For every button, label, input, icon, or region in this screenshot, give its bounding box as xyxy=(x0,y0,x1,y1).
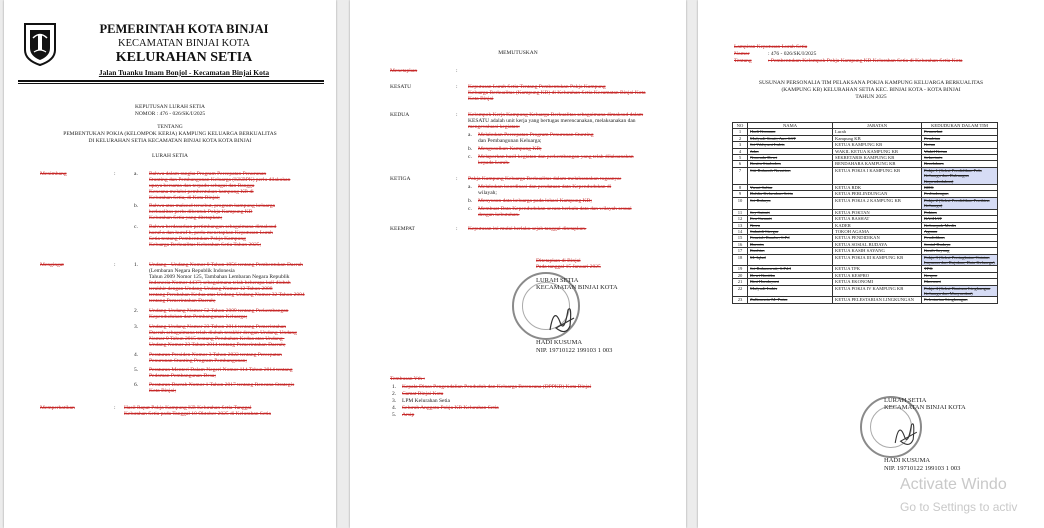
cell-jabatan: KETUA KESPRO xyxy=(833,272,922,278)
cell-no: 17 xyxy=(733,248,748,254)
cell-no: 9 xyxy=(733,191,748,197)
cell-no: 3 xyxy=(733,142,748,148)
cell-jabatan: KETUA BASHAT xyxy=(833,216,922,222)
tembusan-item: Kepala Dinas Pengendalian Penduduk dan Keluarga Berencana (DPPKB) Kota Binjai xyxy=(402,384,592,390)
cell-no: 13 xyxy=(733,222,748,228)
sign-title-2: KECAMATAN BINJAI KOTA xyxy=(884,404,966,411)
mengingat-5-line: Peraturan Menteri Dalam Negeri Nomor 114 Tahun 2014 tentang xyxy=(149,367,293,373)
lampiran-line: Lampiran Keputusan Lurah Setia xyxy=(734,44,808,50)
keempat-label: KEEMPAT xyxy=(390,226,415,232)
cell-no: 5 xyxy=(733,155,748,161)
cell-no: 18 xyxy=(733,254,748,266)
memutuskan-heading: MEMUTUSKAN xyxy=(498,50,538,56)
cell-jabatan: KETUA POKTAN xyxy=(833,209,922,215)
table-title-2: (KAMPUNG KB) KELURAHAN SETIA KEC. BINJAI KOTA - KOTA BINJAI xyxy=(781,87,961,93)
decision-title: KEPUTUSAN LURAH SETIA xyxy=(135,104,205,110)
cell-jabatan: KETUA SOSIAL BUDAYA xyxy=(833,241,922,247)
mengingat-4-line: Peraturan Presiden Nomor 3 Tahun 2022 tentang Percepatan xyxy=(149,352,282,358)
document-page-2: MEMUTUSKAN Menetapkan : KESATU : Keputusan Lurah Setia Tentang Pembentukan Pokja Kampung Keluarga Berkualitas (Kampung KB) di Kelurahan Setia Kecamatan Binjai Kota Kota Binjai KEDUA : Kelompok Kerja Kampung Keluarga Berkualitas sebagaimana dimaksud dalam KESATU adalah unit kerja yang bertugas merencanakan, melaksanakan dan mengevaluasi kegiatan: a. Melakukan Percepatan Program Penurunan Stunting dan Pembangunan Keluarga; b. Mengusulkan Kampung KB; c. Melaporkan hasil kegiatan dan perkembangan yang telah dilaksanakan kepada Lurah. KETIGA : Pokja Kampung Keluarga Berkualitas dalam melaksanakan tugasnya: a. Melakukan koordinasi dan pendataan data Kependudukan di wilayah; b. Menyusun data keluarga pada lokasi Kampung KB; c. Membuat Data Kependudukan secara berkala data dan wilayah sesuai dengan kebutuhan. KEEMPAT : Keputusan ini mulai berlaku sejak tanggal ditetapkan. Ditetapkan di Binjai Pada tanggal 15 Januari 2025 LURAH SETIA KECAMATAN BINJAI KOTA HADI KUSUMA NIP. 19710122 199103 1 003 Tembusan Yth : 1. Kepala Dinas Pengendalian Penduduk dan Keluarga Berencana (DPPKB) Kota Binjai 2. Camat Binjai Kota 3. LPM Kelurahan Setia 4. Seluruh Anggota Pokja KB Kelurahan Setia 5. Arsip xyxy=(350,0,686,528)
kedua-line: KESATU adalah unit kerja yang bertugas merencanakan, melaksanakan dan xyxy=(468,118,636,124)
document-page-1: PEMERINTAH KOTA BINJAI KECAMATAN BINJAI KOTA KELURAHAN SETIA Jalan Tuanku Imam Bonjol - Kecamatan Binjai Kota KEPUTUSAN LURAH SETIA NOMOR : 476 - 026/SK/I/2025 TENTANG PEMBENTUKAN POKJA (KELOMPOK KERJA) KAMPUNG KELUARGA BERKUALITAS DI KELURAHAN SETIA KECAMATAN BINJAI KOTA KOTA BINJAI LURAH SETIA Menimbang : a. Bahwa dalam rangka Program Percepatan Penurunan Stunting dan Pembangunan Keluarga (KKBPK) perlu dilakukan upaya bersama dan terpadu sebagai dan Bangga Kencana melalui pembentukan kampung KB di Kelurahan Setia, di Kota Binjai; b. Bahwa atas maksud tersebut, program kampung keluarga berkualitas perlu dibentuk Pokja Kampung KB Kelurahan Setia yang ditetapkan; c. Bahwa berdasarkan pertimbangan sebagaimana dimaksud huruf a dan huruf b, perlu menetapkan Keputusan Lurah Setia tentang Pembentukan Pokja Kampung Keluarga Berkualitas Kelurahan Setia Tahun 2025; Mengingat : 1. Undang - Undang Nomor 9 Tahun 1956 tentang Pembentukan Daerah (Lembaran Negara Republik Indonesia Tahun 2009 Nomor 125, Tambahan Lembaran Negara Republik Indonesia Nomor 4437) sebagaimana telah beberapa kali diubah terakhir dengan Undang-Undang Nomor 12 Tahun 2008 tentang Perubahan Kedua atas Undang-Undang Nomor 32 Tahun 2004 tentang Pemerintahan Daerah; 2. Undang-Undang Nomor 52 Tahun 2009 tentang Perkembangan Kependudukan dan Pembangunan Keluarga; 3. Undang-Undang Nomor 23 Tahun 2014 tentang Pemerintahan Daerah sebagaimana telah diubah terakhir dengan Undang-Undang Nomor 9 Tahun 2015 tentang Perubahan Kedua atas Undang- Undang Nomor 23 Tahun 2014 tentang Pemerintahan Daerah; 4. Peraturan Presiden Nomor 3 Tahun 2022 tentang Percepatan Penurunan Stunting Program Pembangunan; 5. Peraturan Menteri Dalam Negeri Nomor 114 Tahun 2014 tentang Pedoman Pembangunan Desa; 6. Peraturan Daerah Nomor 1 Tahun 2017 tentang Rencana Strategis Kota Binjai; Memperhatikan : Hasil Rapat Pokja Kampung KB Kelurahan Setia Tanggal Kelurahan Setia pada Tanggal 10 Oktober 2025 di Kelurahan Setia xyxy=(4,0,336,528)
cell-nama: Mulyadi Sirait, Am. SST xyxy=(748,135,833,141)
cell-nama: Dahlia Kelurahan Setia xyxy=(748,191,833,197)
cell-no: 20 xyxy=(733,272,748,278)
cell-kedudukan: Ekonomi xyxy=(922,279,998,285)
tembusan-item: Seluruh Anggota Pokja KB Kelurahan Setia xyxy=(402,405,499,411)
lampiran-nomor-label: Nomor xyxy=(734,51,750,57)
mengingat-1-line: terakhir dengan Undang-Undang Nomor 12 Tahun 2008 xyxy=(149,286,273,292)
signing-place: Ditetapkan di Binjai xyxy=(536,258,581,264)
cell-kedudukan: RDK xyxy=(922,185,998,191)
signing-date: Pada tanggal 15 Januari 2025 xyxy=(536,264,601,270)
menetapkan-label: Menetapkan xyxy=(390,68,418,74)
cell-kedudukan: Kelompok Medis xyxy=(922,222,998,228)
kesatu-line: Keputusan Lurah Setia Tentang Pembentukan Pokja Kampung xyxy=(468,84,606,90)
cell-nama: Rini Handayani xyxy=(748,279,833,285)
cell-nama: Eva Susanti xyxy=(748,216,833,222)
cell-no: 16 xyxy=(733,241,748,247)
cell-kedudukan: Pokja 1 (Seksi Pendidikan Pola Keluarga dan Dukungan Kependudukan) xyxy=(922,167,998,184)
cell-kedudukan: BASHAT xyxy=(922,216,998,222)
cell-no: 19 xyxy=(733,266,748,272)
cell-nama: Sri Rahayu xyxy=(748,197,833,209)
cell-jabatan: KETUA PERLINDUNGAN xyxy=(833,191,922,197)
cell-kedudukan: Pendidikan xyxy=(922,235,998,241)
kedua-b-line: Mengusulkan Kampung KB; xyxy=(478,146,542,152)
sign-nip: NIP. 19710122 199103 1 003 xyxy=(536,347,613,354)
cell-no: 23 xyxy=(733,297,748,303)
cell-jabatan: KADER xyxy=(833,222,922,228)
cell-no: 8 xyxy=(733,185,748,191)
cell-jabatan: KETUA TPK xyxy=(833,266,922,272)
signature-icon xyxy=(542,300,582,340)
tembusan-item: Camat Binjai Kota xyxy=(402,391,444,397)
col-header-nama: NAMA xyxy=(748,123,833,129)
about-label: TENTANG xyxy=(157,124,183,130)
activate-windows-subtext: Go to Settings to activ xyxy=(900,500,1018,514)
menimbang-a-line: Stunting dan Pembangunan Keluarga (KKBPK) perlu dilakukan xyxy=(149,177,291,183)
sign-title-1: LURAH SETIA xyxy=(536,277,579,284)
cell-no: 6 xyxy=(733,161,748,167)
cell-kedudukan: Sekretaris xyxy=(922,155,998,161)
cell-jabatan: KETUA PELESTARIAN LINGKUNGAN xyxy=(833,297,922,303)
table-row xyxy=(733,285,998,297)
table-title-1: SUSUNAN PERSONALIA TIM PELAKSANA POKJA KAMPUNG KELUARGA BERKUALITAS xyxy=(758,80,984,86)
cell-nama: Ibrahim xyxy=(748,248,833,254)
cell-jabatan: TOKOH AGAMA xyxy=(833,228,922,234)
mengingat-6-line: Kota Binjai; xyxy=(149,388,177,394)
cell-no: 4 xyxy=(733,148,748,154)
cell-kedudukan: TPK xyxy=(922,266,998,272)
cell-jabatan: KETUA PENDIDIKAN xyxy=(833,235,922,241)
cell-jabatan: KETUA POKJA I KAMPUNG KB xyxy=(833,167,922,184)
cell-nama: Sri Rahmawati, S.Pd.I xyxy=(748,266,833,272)
cell-jabatan: KETUA EKONOMI xyxy=(833,279,922,285)
cell-nama: Hadi Kusuma xyxy=(748,129,833,135)
menimbang-label: Menimbang xyxy=(40,171,67,177)
cell-nama: Zulkarnain M. Putra xyxy=(748,297,833,303)
cell-kedudukan: Kespro xyxy=(922,272,998,278)
cell-no: 1 xyxy=(733,129,748,135)
cell-kedudukan: Sosial Budaya xyxy=(922,241,998,247)
cell-kedudukan: Ketua xyxy=(922,142,998,148)
cell-kedudukan: Penasehat xyxy=(922,129,998,135)
memperhatikan-line: Hasil Rapat Pokja Kampung KB Kelurahan Setia Tanggal xyxy=(124,405,252,411)
ketiga-c-line: dengan kebutuhan. xyxy=(478,212,520,218)
cell-kedudukan: Poktan xyxy=(922,209,998,215)
mengingat-label: Mengingat xyxy=(40,262,64,268)
sign-title-2: KECAMATAN BINJAI KOTA xyxy=(536,284,618,291)
ketiga-c-line: Membuat Data Kependudukan secara berkala data dan wilayah sesuai xyxy=(478,206,632,212)
cell-nama: Joko xyxy=(748,148,833,154)
menimbang-b-line: Bahwa atas maksud tersebut, program kampung keluarga xyxy=(149,203,275,209)
mengingat-1-line: Indonesia Nomor 4437) sebagaimana telah beberapa kali diubah xyxy=(149,280,291,286)
cell-nama: Darwin xyxy=(748,241,833,247)
signature-icon xyxy=(888,416,924,452)
kedua-a-line: Melakukan Percepatan Program Penurunan Stunting xyxy=(478,132,594,138)
cell-kedudukan: Agama xyxy=(922,228,998,234)
cell-nama: Nova xyxy=(748,222,833,228)
cell-no: 12 xyxy=(733,216,748,222)
about-line-1: PEMBENTUKAN POKJA (KELOMPOK KERJA) KAMPUNG KELUARGA BERKUALITAS xyxy=(63,131,277,137)
issuer: LURAH SETIA xyxy=(152,153,188,159)
cell-nama: Rosita Simbolon xyxy=(748,161,833,167)
kesatu-line: Kota Binjai xyxy=(468,96,494,102)
menimbang-c-line: huruf a dan huruf b, perlu menetapkan Keputusan Lurah xyxy=(149,230,273,236)
header-address: Jalan Tuanku Imam Bonjol - Kecamatan Binjai Kota xyxy=(98,68,270,77)
header-divider xyxy=(18,80,324,82)
kesatu-label: KESATU xyxy=(390,84,412,90)
cell-jabatan: KETUA POKJA 2 KAMPUNG KB xyxy=(833,197,922,209)
cell-nama: Nurmala Dewi xyxy=(748,155,833,161)
mengingat-3-line: Undang Nomor 23 Tahun 2014 tentang Pemerintahan Daerah; xyxy=(149,342,286,348)
cell-no: 21 xyxy=(733,279,748,285)
mengingat-1-line: (Lembaran Negara Republik Indonesia xyxy=(149,268,235,274)
keempat-line: Keputusan ini mulai berlaku sejak tanggal ditetapkan. xyxy=(468,226,587,232)
cell-nama: Dewi Kartika xyxy=(748,272,833,278)
table-row xyxy=(733,254,998,266)
cell-jabatan: KETUA POKJA IV KAMPUNG KB xyxy=(833,285,922,297)
cell-jabatan: KETUA RDK xyxy=(833,185,922,191)
tembusan-item: Arsip xyxy=(402,412,415,418)
table-row xyxy=(733,297,998,303)
mengingat-2-line: Kependudukan dan Pembangunan Keluarga; xyxy=(149,314,248,320)
lampiran-nomor-value: : 476 - 026/SK/I/2025 xyxy=(768,51,817,57)
cell-no: 10 xyxy=(733,197,748,209)
cell-jabatan: KETUA POKJA III KAMPUNG KB xyxy=(833,254,922,266)
header-government: PEMERINTAH KOTA BINJAI xyxy=(99,22,269,36)
cell-jabatan: KETUA KASIH SAYANG xyxy=(833,248,922,254)
header-district: KECAMATAN BINJAI KOTA xyxy=(118,38,250,49)
table-title-3: TAHUN 2025 xyxy=(855,94,887,100)
cell-no: 15 xyxy=(733,235,748,241)
cell-nama: Mulyadi Lubis xyxy=(748,285,833,297)
sign-name: HADI KUSUMA xyxy=(884,457,931,464)
document-page-3 xyxy=(698,0,1044,528)
ketiga-line: Pokja Kampung Keluarga Berkualitas dalam melaksanakan tugasnya: xyxy=(468,176,622,182)
mengingat-1-line: tentang Perubahan Kedua atas Undang-Undang Nomor 32 Tahun 2004 xyxy=(149,292,305,298)
sign-title-1: LURAH SETIA xyxy=(884,397,927,404)
cell-jabatan: SEKRETARIS KAMPUNG KB xyxy=(833,155,922,161)
kedua-c-line: kepada Lurah. xyxy=(478,160,510,166)
cell-jabatan: Kampung KB xyxy=(833,135,922,141)
sign-name: HADI KUSUMA xyxy=(536,339,583,346)
cell-nama: Fauziah Rambe, S.Pd xyxy=(748,235,833,241)
memperhatikan-label: Memperhatikan xyxy=(40,405,75,411)
cell-kedudukan: Pokja 2 (Seksi Pendidikan Pembina Keluarga) xyxy=(922,197,998,209)
menimbang-c-line: Bahwa berdasarkan pertimbangan sebagaimana dimaksud xyxy=(149,224,277,230)
cell-nama: Sri Wahyuni Lubis xyxy=(748,142,833,148)
cell-jabatan: Lurah xyxy=(833,129,922,135)
kedua-line: Kelompok Kerja Kampung Keluarga Berkualitas sebagaimana dimaksud dalam xyxy=(468,112,644,118)
cell-kedudukan: Pokja 4 (Seksi Bantuan Lingkungan Keluarga dan Masyarakat) xyxy=(922,285,998,297)
kedua-c-line: Melaporkan hasil kegiatan dan perkembangan yang telah dilaksanakan xyxy=(478,154,634,160)
menimbang-a-line: Kelurahan Setia, di Kota Binjai; xyxy=(149,195,220,201)
kedua-a-line: dan Pembangunan Keluarga; xyxy=(478,138,542,144)
cell-nama: M. Iqbal xyxy=(748,254,833,266)
cell-no: 11 xyxy=(733,209,748,215)
mengingat-1-line: Undang - Undang Nomor 9 Tahun 1956 tentang Pembentukan Daerah xyxy=(149,262,303,268)
cell-kedudukan: Bendahara xyxy=(922,161,998,167)
ketiga-b-line: Menyusun data keluarga pada lokasi Kampung KB; xyxy=(478,198,592,204)
menimbang-b-line: Kelurahan Setia yang ditetapkan; xyxy=(149,215,223,221)
tembusan-label: Tembusan Yth : xyxy=(390,376,425,382)
kedua-label: KEDUA xyxy=(390,112,410,118)
personnel-table xyxy=(732,122,998,304)
cell-kedudukan: Kasih Sayang xyxy=(922,248,998,254)
mengingat-1-line: Tahun 2009 Nomor 125, Tambahan Lembaran Negara Republik xyxy=(149,274,290,280)
header-divider-thin xyxy=(18,83,324,84)
menimbang-b-line: berkualitas perlu dibentuk Pokja Kampung KB xyxy=(149,209,253,215)
mengingat-3-line: Undang-Undang Nomor 23 Tahun 2014 tentang Pemerintahan xyxy=(149,324,286,330)
tembusan-item: LPM Kelurahan Setia xyxy=(402,398,450,404)
mengingat-6-line: Peraturan Daerah Nomor 1 Tahun 2017 tentang Rencana Strategis xyxy=(149,382,295,388)
mengingat-2-line: Undang-Undang Nomor 52 Tahun 2009 tentang Perkembangan xyxy=(149,308,289,314)
cell-kedudukan: Pokja 3 (Seksi Peningkatan Catatan Layanan dan Rujukan, Data Keluarga) xyxy=(922,254,998,266)
cell-no: 14 xyxy=(733,228,748,234)
cell-nama: Yusni Salim xyxy=(748,185,833,191)
sign-nip: NIP. 19710122 199103 1 003 xyxy=(884,465,961,472)
mengingat-4-line: Penurunan Stunting Program Pembangunan; xyxy=(149,358,247,364)
table-row xyxy=(733,167,998,184)
cell-no: 22 xyxy=(733,285,748,297)
cell-jabatan: BENDAHARA KAMPUNG KB xyxy=(833,161,922,167)
lampiran-tentang-label: Tentang xyxy=(734,58,752,64)
menimbang-c-line: Keluarga Berkualitas Kelurahan Setia Tahun 2025; xyxy=(149,242,261,248)
kedua-line: mengevaluasi kegiatan: xyxy=(468,124,520,130)
cell-kedudukan: Perlindungan xyxy=(922,191,998,197)
cell-no: 2 xyxy=(733,135,748,141)
menimbang-c-line: Setia tentang Pembentukan Pokja Kampung xyxy=(149,236,246,242)
ketiga-a-line: Melakukan koordinasi dan pendataan data Kependudukan di xyxy=(478,184,612,190)
cell-nama: Sry Sutarti xyxy=(748,209,833,215)
about-line-2: DI KELURAHAN SETIA KECAMATAN BINJAI KOTA KOTA BINJAI xyxy=(88,138,252,144)
cell-kedudukan: Pelestarian Lingkungan xyxy=(922,297,998,303)
cell-no: 7 xyxy=(733,167,748,184)
menimbang-a-line: Bahwa dalam rangka Program Percepatan Penurunan xyxy=(149,171,267,177)
activate-windows-watermark: Activate Windo xyxy=(900,476,1007,493)
decision-number: NOMOR : 476 - 026/SK/I/2025 xyxy=(134,111,206,117)
cell-kedudukan: Pembina xyxy=(922,135,998,141)
lampiran-tentang-value: : Pembentukan Kelompok Pokja Kampung KB Kelurahan Setia di Kelurahan Setia Kota xyxy=(768,58,963,64)
col-header-no: NO xyxy=(733,123,748,129)
cell-jabatan: WAKIL KETUA KAMPUNG KB xyxy=(833,148,922,154)
cell-nama: Suhaidi Siregar xyxy=(748,228,833,234)
cell-jabatan: KETUA KAMPUNG KB xyxy=(833,142,922,148)
cell-nama: Siti Rahmah Nasution xyxy=(748,167,833,184)
menimbang-a-line: Kencana melalui pembentukan kampung KB di xyxy=(149,189,254,195)
menimbang-a-line: upaya bersama dan terpadu sebagai dan Bangga xyxy=(149,183,255,189)
header-kelurahan: KELURAHAN SETIA xyxy=(115,50,253,65)
kesatu-line: Keluarga Berkualitas (Kampung KB) di Kelurahan Setia Kecamatan Binjai Kota xyxy=(468,90,646,96)
mengingat-3-line: Nomor 9 Tahun 2015 tentang Perubahan Kedua atas Undang- xyxy=(149,336,285,342)
mengingat-5-line: Pedoman Pembangunan Desa; xyxy=(149,373,216,379)
ketiga-label: KETIGA xyxy=(390,176,411,182)
cell-kedudukan: Wakil Ketua xyxy=(922,148,998,154)
ketiga-a-line: wilayah; xyxy=(478,190,497,196)
mengingat-1-line: tentang Pemerintahan Daerah; xyxy=(149,298,216,304)
col-header-jabatan: JABATAN xyxy=(833,123,922,129)
memperhatikan-line: Kelurahan Setia pada Tanggal 10 Oktober 2025 di Kelurahan Setia xyxy=(124,411,271,417)
table-row xyxy=(733,197,998,209)
mengingat-3-line: Daerah sebagaimana telah diubah terakhir dengan Undang-Undang xyxy=(149,330,297,336)
col-header-kedudukan: KEDUDUKAN DALAM TIM xyxy=(922,123,998,129)
kota-binjai-emblem-icon xyxy=(22,22,58,66)
